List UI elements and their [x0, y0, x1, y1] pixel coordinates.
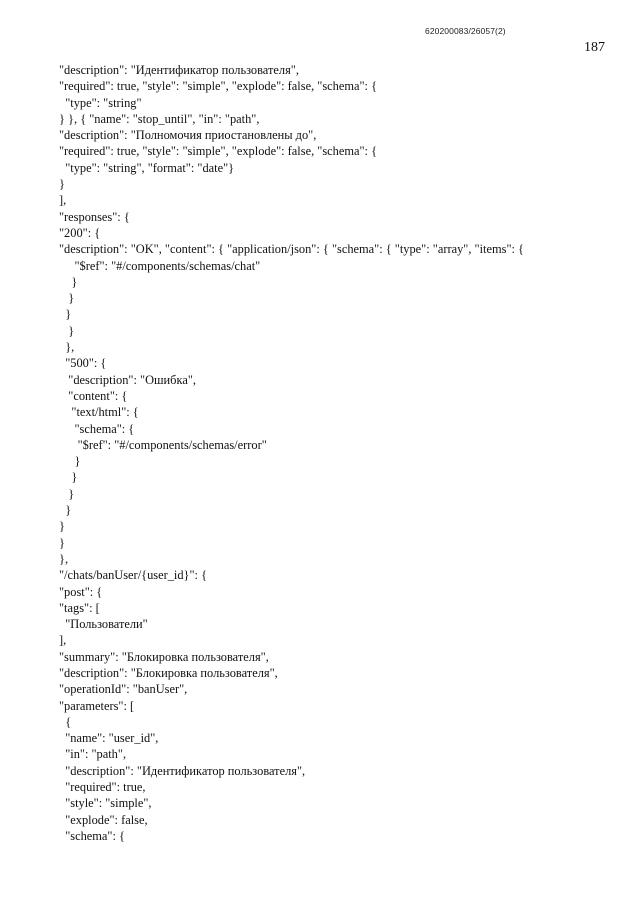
code-line: } — [59, 454, 81, 469]
code-line: "200": { — [59, 225, 101, 240]
code-line: } — [59, 535, 65, 550]
code-line: "Пользователи" — [59, 617, 148, 632]
code-line: } — [59, 470, 78, 485]
code-line: "responses": { — [59, 209, 130, 224]
code-line: "explode": false, — [59, 812, 148, 827]
code-line: } — [59, 177, 65, 192]
code-line: "$ref": "#/components/schemas/chat" — [59, 258, 261, 273]
code-line: "$ref": "#/components/schemas/error" — [59, 437, 267, 452]
code-line: ], — [59, 193, 67, 208]
code-line: "operationId": "banUser", — [59, 682, 188, 697]
code-line: } — [59, 291, 75, 306]
code-line: "description": "Идентификатор пользователя", — [59, 763, 306, 778]
code-line: "description": "Идентификатор пользователя", — [59, 63, 299, 77]
code-line: "/chats/banUser/{user_id}": { — [59, 568, 208, 583]
code-line: } — [59, 503, 72, 518]
code-line: } — [59, 323, 75, 338]
code-listing — [59, 62, 524, 844]
code-line: } — [59, 307, 72, 322]
document-id: 620200083/26057(2) — [425, 26, 506, 36]
code-line: { — [59, 714, 72, 729]
code-line: "text/html": { — [59, 405, 139, 420]
code-line: "content": { — [59, 388, 128, 403]
code-line: } — [59, 274, 78, 289]
code-line: "description": "OK", "content": { "application/json": { "schema": { "type": "array", "items": { — [59, 242, 524, 257]
code-line: "type": "string", "format": "date"} — [59, 160, 235, 175]
code-line: "description": "Полномочия приостановлены до", — [59, 128, 317, 143]
code-line: "summary": "Блокировка пользователя", — [59, 649, 269, 664]
code-line: "required": true, "style": "simple", "explode": false, "schema": { — [59, 79, 378, 94]
code-line: "schema": { — [59, 421, 135, 436]
code-line: }, — [59, 340, 75, 355]
code-line: }, — [59, 551, 69, 566]
code-line: "500": { — [59, 356, 107, 371]
code-line: "required": true, "style": "simple", "explode": false, "schema": { — [59, 144, 378, 159]
page-number: 187 — [584, 40, 605, 55]
code-line: "tags": [ — [59, 600, 100, 615]
code-line: } }, { "name": "stop_until", "in": "path", — [59, 111, 260, 126]
code-line: "description": "Блокировка пользователя", — [59, 665, 278, 680]
code-line: "style": "simple", — [59, 796, 152, 811]
code-line: "post": { — [59, 584, 103, 599]
code-line: } — [59, 519, 65, 534]
code-line: "description": "Ошибка", — [59, 372, 196, 387]
code-line: "type": "string" — [59, 95, 142, 110]
code-line: } — [59, 486, 75, 501]
code-line: ], — [59, 633, 67, 648]
code-line: "required": true, — [59, 780, 146, 795]
code-line: "schema": { — [59, 828, 125, 843]
code-line: "name": "user_id", — [59, 731, 159, 746]
code-line: "in": "path", — [59, 747, 127, 762]
code-line: "parameters": [ — [59, 698, 135, 713]
